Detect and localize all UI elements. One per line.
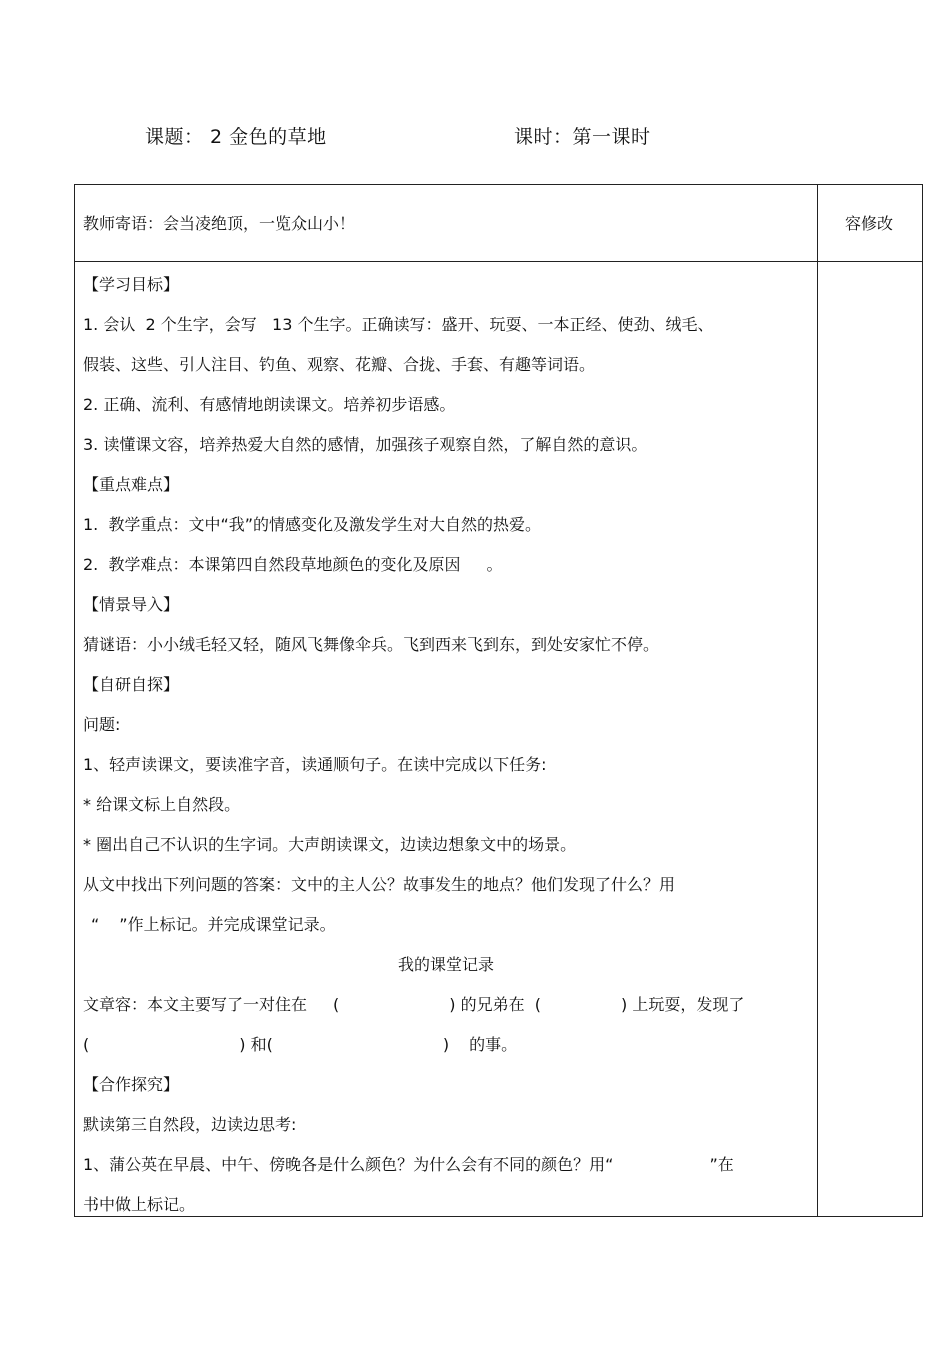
article-mid: ) 的兄弟在 ( [449, 995, 542, 1014]
task-1-sub-b: * 圈出自己不认识的生字词。大声朗读课文，边读边想象文中的场景。 [83, 835, 577, 854]
article-end: ) 上玩耍，发现了 [621, 995, 745, 1014]
coop-q1-end: ”在 [709, 1155, 734, 1174]
key-point-2-end: 。 [486, 555, 503, 574]
key-point-1: 1. 教学重点：文中“我”的情感变化及激发学生对大自然的热爱。 [83, 515, 542, 534]
article-intro: 文章容：本文主要写了一对住在 [83, 995, 308, 1014]
lesson-content [83, 271, 809, 1231]
revision-column-header: 容修改 [845, 214, 894, 233]
lesson-table [74, 184, 923, 1217]
goal-1-line-2: 假装、这些、引人注目、钓鱼、观察、花瓣、合拢、手套、有趣等词语。 [83, 355, 596, 374]
goal-3: 3. 读懂课文容，培养热爱大自然的感情，加强孩子观察自然，了解自然的意识。 [83, 435, 648, 454]
key-point-2-text: 2. 教学难点：本课第四自然段草地颜色的变化及原因 [83, 555, 461, 574]
coop-q1-text: 1、蒲公英在早晨、中午、傍晚各是什么颜色？为什么会有不同的颜色？用“ [83, 1155, 614, 1174]
lesson-title: 课题： 2 金色的草地 [145, 126, 327, 148]
task-1-sub-a: * 给课文标上自然段。 [83, 795, 241, 814]
article-content-line-1 [83, 991, 809, 1031]
self-study-heading: 【自研自探】 [83, 675, 180, 694]
find-answers-line-1: 从文中找出下列问题的答案：文中的主人公？故事发生的地点？他们发现了什么？用 [83, 875, 676, 894]
lesson-period: 课时：第一课时 [514, 126, 651, 148]
article-b-end: 的事。 [469, 1035, 518, 1054]
mark-instruction: ”作上标记。并完成课堂记录。 [119, 915, 336, 934]
cooperation-heading: 【合作探究】 [83, 1075, 180, 1094]
record-title: 我的课堂记录 [397, 955, 494, 974]
find-answers-line-2 [83, 911, 809, 951]
cooperation-intro: 默读第三自然段，边读边思考: [83, 1115, 297, 1134]
article-paren-open: ( [333, 995, 340, 1014]
goals-heading: 【学习目标】 [83, 275, 180, 294]
goal-2: 2. 正确、流利、有感情地朗读课文。培养初步语感。 [83, 395, 456, 414]
key-points-heading: 【重点难点】 [83, 475, 180, 494]
task-1: 1、轻声读课文，要读准字音，读通顺句子。在读中完成以下任务: [83, 755, 547, 774]
article-b-open: ( [83, 1035, 90, 1054]
article-content-line-2 [83, 1031, 809, 1071]
intro-heading: 【情景导入】 [83, 595, 180, 614]
article-b-close: ) [442, 1035, 450, 1054]
cooperation-question-1 [83, 1151, 809, 1191]
cooperation-question-1-cont: 书中做上标记。 [83, 1195, 196, 1214]
key-point-2 [83, 551, 809, 591]
quote-open: “ [91, 915, 100, 934]
teacher-motto: 教师寄语：会当凌绝顶，一览众山小！ [83, 214, 356, 233]
riddle-text: 猜谜语：小小绒毛轻又轻，随风飞舞像伞兵。飞到西来飞到东，到处安家忙不停。 [83, 635, 660, 654]
row-divider [75, 261, 922, 262]
article-b-mid: ) 和( [239, 1035, 273, 1054]
goal-1-line-1: 1. 会认 2 个生字，会写 13 个生字。正确读写：盛开、玩耍、一本正经、使劲、绒毛、 [83, 315, 714, 334]
column-divider [817, 185, 818, 1216]
question-label: 问题: [83, 715, 121, 734]
